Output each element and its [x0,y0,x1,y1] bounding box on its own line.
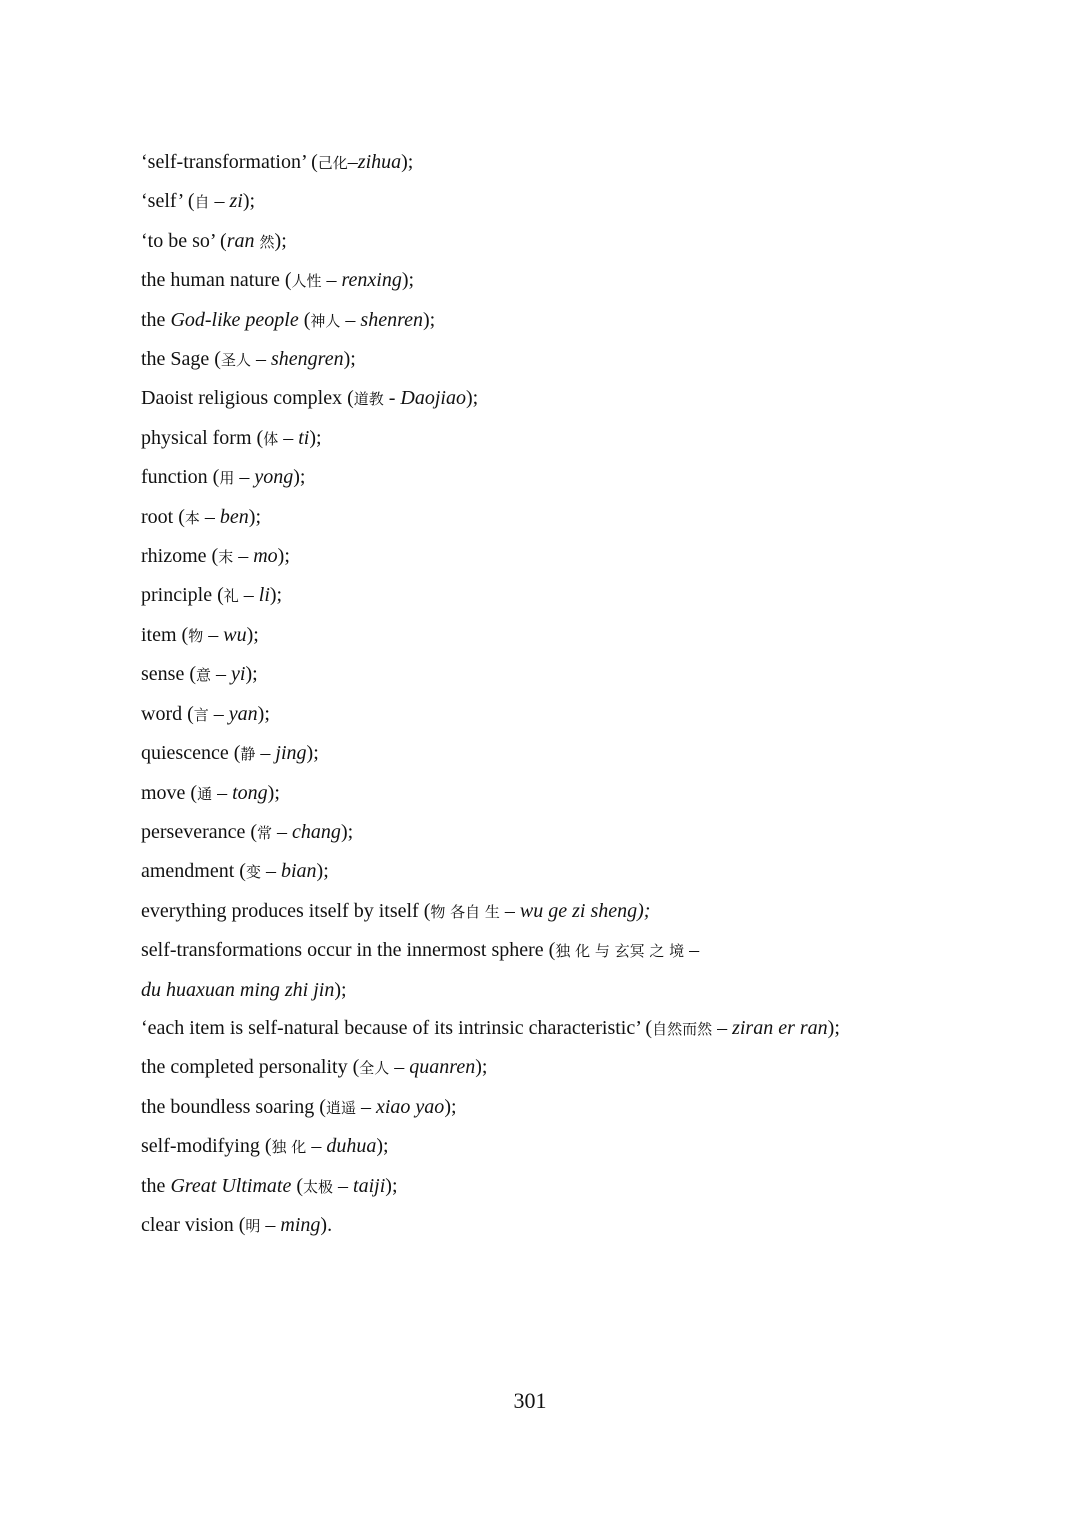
chinese-term: 末 [218,548,234,567]
pinyin-term: taiji [353,1174,386,1197]
chinese-term: 常 [257,823,273,842]
glossary-entry [141,1009,1041,1048]
entry-text: quiescence ( [141,742,241,765]
chinese-term: 物 [188,626,204,645]
entry-text: – [209,190,230,213]
entry-text: root ( [141,505,185,528]
pinyin-term: wu ge zi sheng); [519,899,651,922]
entry-text: the completed personality ( [141,1056,360,1079]
chinese-term: 己化 [317,154,348,172]
pinyin-term: Great Ultimate [170,1174,292,1197]
entry-text: the boundless soaring ( [141,1095,326,1118]
entry-text: ); [334,978,347,1001]
chinese-term: 通 [197,784,213,803]
entry-text: ); [257,702,270,725]
entry-text: the human nature ( [141,269,292,292]
entry-text: the Sage ( [141,348,221,371]
pinyin-term: shengren [271,348,344,371]
chinese-term: 然 [259,232,275,251]
glossary-entry [141,892,1041,931]
chinese-term: 全人 [359,1059,390,1078]
entry-text: everything produces itself by itself ( [141,899,431,922]
chinese-term: 独 化 与 玄冥 之 境 [555,942,685,961]
entry-text: – [234,466,255,489]
glossary-entry [141,537,1041,576]
pinyin-term: xiao yao [376,1095,445,1118]
pinyin-term: wu [223,623,247,646]
entry-text: rhizome ( [141,545,219,568]
entry-text: ‘each item is self-natural because of its intrinsic characteristic’ ( [141,1016,653,1039]
entry-text: ); [246,623,259,646]
entry-text: Daoist religious complex ( [141,387,354,410]
entry-text: self-modifying ( [141,1135,272,1158]
pinyin-term: quanren [409,1056,476,1079]
glossary-entry [141,419,1041,458]
entry-text: ); [401,269,415,292]
entry-text: – [389,1056,410,1079]
entry-text: ); [827,1016,840,1039]
entry-text: – [499,899,520,922]
glossary-list [141,143,1041,1245]
pinyin-term: Daojiao [400,387,466,410]
glossary-entry [141,695,1041,734]
chinese-term: 太极 [303,1177,334,1196]
entry-text: – [255,742,276,765]
glossary-entry [141,813,1041,852]
entry-text: the [141,1174,171,1197]
glossary-entry [141,379,1041,418]
entry-text: ); [309,426,322,449]
entry-text: self-transformations occur in the innermost sphere ( [141,939,556,962]
entry-text: – [251,348,271,371]
pinyin-term: mo [253,545,278,568]
entry-text: – [212,781,233,804]
entry-text: ); [465,387,479,410]
pinyin-term: yong [254,466,294,489]
page-number: 301 [513,1388,547,1413]
chinese-term: 明 [245,1216,261,1235]
glossary-entry [141,261,1041,300]
entry-text: ‘to be so’ ( [141,229,227,252]
chinese-term: 变 [245,863,261,882]
entry-text: ); [385,1174,398,1197]
chinese-term: 礼 [223,587,239,606]
entry-text: the [141,308,171,331]
entry-text: – [208,702,229,725]
chinese-term: 道教 [353,390,384,409]
pinyin-term: shenren [360,308,423,331]
entry-text: ); [248,505,262,528]
entry-text: – [333,1174,354,1197]
entry-text: ); [242,190,256,213]
entry-text: - [383,387,401,410]
chinese-term: 言 [193,705,209,724]
entry-text: – [278,426,299,449]
glossary-entry [141,1048,1041,1087]
glossary-entry [141,852,1041,891]
entry-text: ); [401,151,414,173]
entry-text: principle ( [141,584,224,607]
pinyin-term: ming [280,1213,321,1236]
entry-text: perseverance ( [141,820,258,843]
chinese-term: 物 各自 生 [430,902,500,921]
entry-text: ); [277,545,290,568]
chinese-term: 本 [184,508,200,527]
entry-text: ). [320,1213,333,1236]
glossary-entry [141,1088,1041,1127]
glossary-entry [141,222,1041,261]
glossary-entry [141,655,1041,694]
pinyin-term: li [258,584,270,607]
chinese-term: 静 [240,745,256,764]
glossary-entry [141,576,1041,615]
pinyin-term: jing [275,742,307,765]
entry-text: function ( [141,466,220,489]
glossary-entry [141,734,1041,773]
chinese-term: 神人 [310,311,341,330]
pinyin-term: zihua [357,151,402,173]
chinese-term: 自 [194,193,210,212]
entry-text: ( [298,308,311,331]
glossary-entry [141,182,1041,221]
glossary-entry [141,971,1041,1009]
entry-text: move ( [141,781,198,804]
entry-text: ); [444,1095,457,1118]
pinyin-term: ziran er ran [732,1016,828,1039]
entry-text: ); [343,348,356,371]
entry-text: – [306,1135,327,1158]
glossary-entry [141,931,1041,970]
entry-text: – [260,1213,281,1236]
pinyin-term: du huaxuan ming zhi jin [141,978,335,1001]
glossary-entry [141,458,1041,497]
entry-text: sense ( [141,663,196,686]
entry-text: – [684,939,700,962]
entry-text: item ( [141,623,189,646]
entry-text: ); [475,1056,488,1079]
entry-text: ); [340,820,354,843]
chinese-term: 意 [195,666,211,685]
entry-text: – [260,860,281,883]
entry-text: – [712,1016,733,1039]
entry-text: ); [306,742,319,765]
entry-text: – [321,269,342,292]
entry-text: – [272,820,293,843]
pinyin-term: zi [229,190,243,213]
entry-text: ); [245,663,258,686]
entry-text: ); [267,781,280,804]
chinese-term: 人性 [291,272,322,291]
entry-text: – [233,545,254,568]
pinyin-term: yi [231,663,246,686]
chinese-term: 圣人 [220,351,251,370]
pinyin-term: chang [292,820,341,843]
entry-text: – [340,308,361,331]
glossary-entry [141,774,1041,813]
chinese-term: 用 [219,469,235,488]
entry-text: – [356,1095,376,1118]
glossary-entry [141,1127,1041,1166]
entry-text: – [211,663,231,686]
pinyin-term: God-like people [170,308,299,331]
pinyin-term: bian [280,860,317,883]
chinese-term: 逍遥 [325,1098,356,1117]
entry-text: ); [269,584,283,607]
entry-text: physical form ( [141,426,264,449]
pinyin-term: ti [298,426,310,449]
entry-text: ); [376,1135,389,1158]
chinese-term: 独 化 [271,1138,307,1157]
glossary-entry [141,1206,1041,1245]
pinyin-term: tong [232,781,268,804]
chinese-term: 自然而然 [652,1019,713,1038]
pinyin-term: duhua [326,1135,377,1158]
entry-text: word ( [141,702,194,725]
pinyin-term: yan [228,702,258,725]
entry-text: amendment ( [141,860,246,883]
pinyin-term: ran [226,229,255,252]
entry-text: – [238,584,259,607]
glossary-entry [141,498,1041,537]
entry-text: clear vision ( [141,1213,246,1236]
entry-text: ‘self-transformation’ ( [141,151,318,173]
entry-text: – [347,151,358,173]
entry-text: – [203,623,224,646]
glossary-entry [141,143,1041,182]
glossary-entry [141,301,1041,340]
entry-text: ); [422,308,436,331]
entry-text: ‘self’ ( [141,190,195,213]
chinese-term: 体 [263,429,279,448]
entry-text: ); [274,229,287,252]
entry-text: – [199,505,220,528]
glossary-entry [141,616,1041,655]
entry-text: ); [316,860,329,883]
glossary-entry [141,340,1041,379]
entry-text: ( [291,1174,304,1197]
pinyin-term: renxing [341,269,402,292]
pinyin-term: ben [219,505,249,528]
entry-text: ); [293,466,306,489]
glossary-entry [141,1167,1041,1206]
